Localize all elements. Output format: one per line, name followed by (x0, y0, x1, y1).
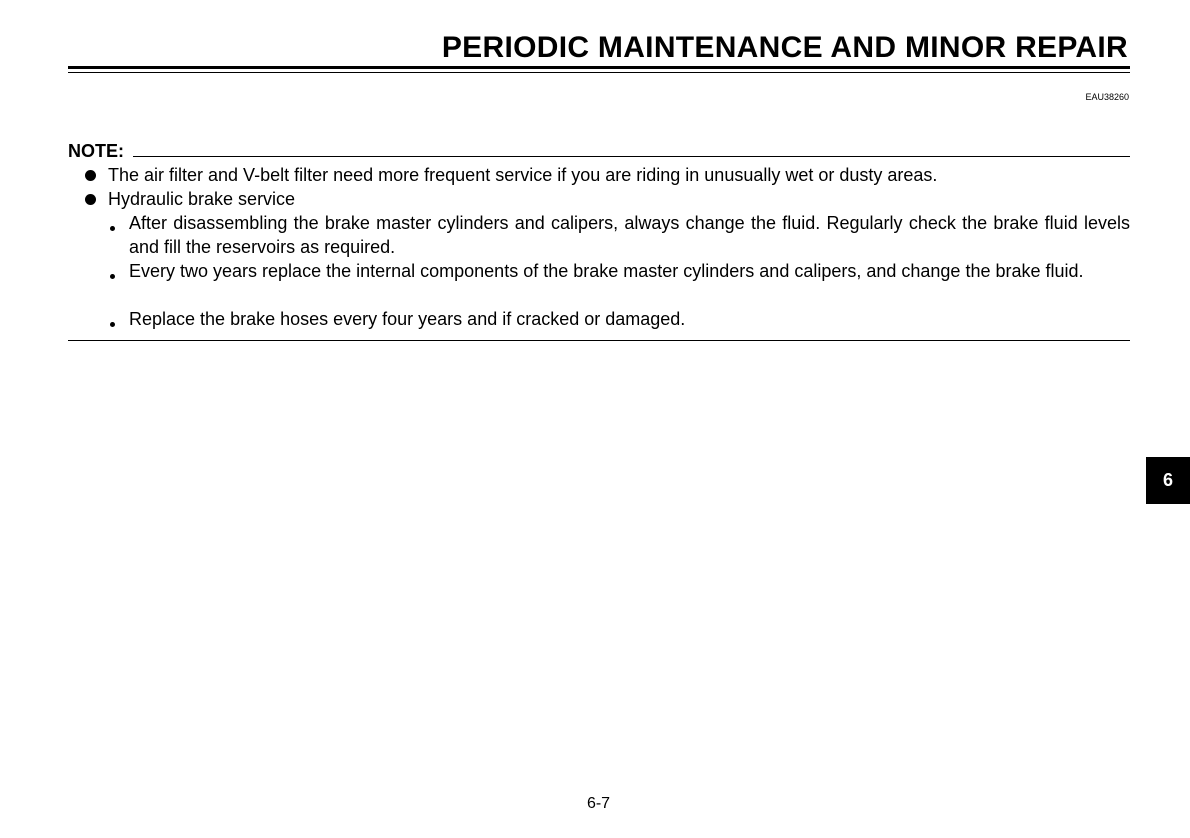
page-title: PERIODIC MAINTENANCE AND MINOR REPAIR (441, 31, 1128, 64)
list-item: The air filter and V-belt filter need more frequent service if you are riding in unusually wet or dusty areas. (108, 165, 938, 185)
sub-bullet-icon (110, 274, 115, 279)
sub-bullet-icon (110, 226, 115, 231)
note-end-divider (68, 340, 1130, 341)
sub-bullet-icon (110, 322, 115, 327)
list-item: Hydraulic brake service (108, 189, 296, 209)
sub-list-item: After disassembling the brake master cylinders and calipers, always change the fluid. Regularly check the brake fluid levels and fill the reservoirs as required. (129, 213, 1130, 257)
page-number: 6-7 (586, 795, 611, 812)
header-rule-thin (68, 72, 1130, 73)
note-divider (133, 156, 1130, 157)
sub-list-item: Replace the brake hoses every four years and if cracked or damaged. (129, 309, 686, 329)
chapter-tab: 6 (1146, 457, 1190, 504)
reference-code: EAU38260 (1085, 92, 1129, 102)
sub-list-item: Every two years replace the internal components of the brake master cylinders and calipers, and change the brake fluid. (129, 261, 1084, 281)
bullet-icon (85, 170, 96, 181)
header-rule-thick (68, 66, 1130, 69)
note-label: NOTE: (68, 141, 124, 161)
bullet-icon (85, 194, 96, 205)
